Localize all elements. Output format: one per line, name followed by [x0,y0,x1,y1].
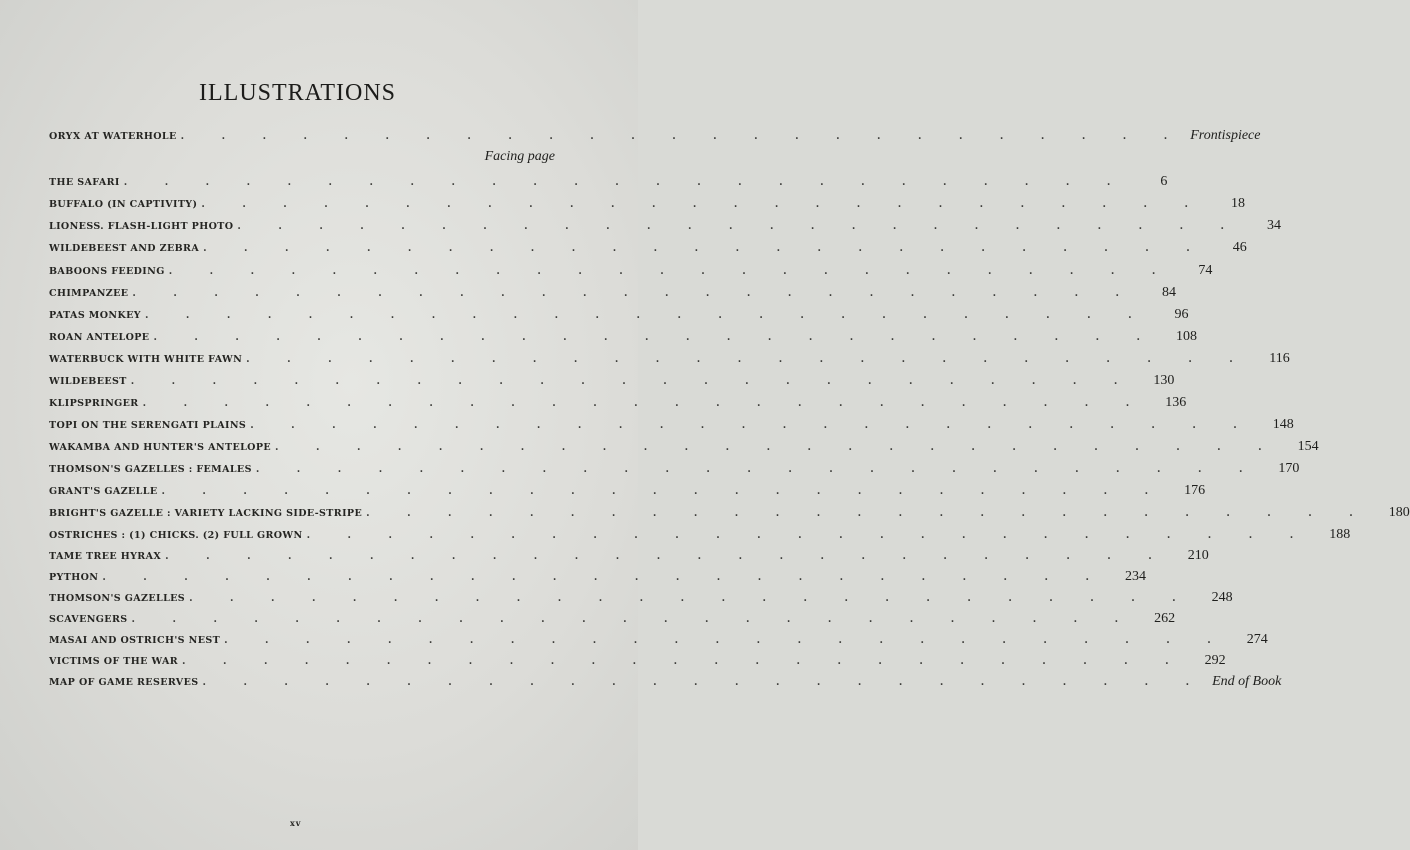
dot-leader: . . . . . . . . . . . . . . . . . . . . . . . . . [182,656,1186,667]
list-item [49,373,1175,393]
dot-leader: . . . . . . . . . . . . . . . . . . . . . . . . . [132,288,1137,299]
dot-leader: . . . . . . . . . . . . . . . . . . . . . . . . . [153,332,1158,343]
list-item [49,351,1290,371]
facing-page-label: Facing page [484,149,555,164]
page-number: 74 [1198,263,1213,278]
list-item [49,461,1300,481]
page-number: 234 [1124,569,1146,584]
dot-leader: . . . . . . . . . . . . . . . . . . . . . . . . . [255,464,1260,475]
dot-leader: . . . . . . . . . . . . . . . . . . . . . . . . . [144,310,1149,321]
list-item [49,174,1168,194]
list-item [49,569,1146,589]
dot-leader: . . . . . . . . . . . . . . . . . . . . . . . . . [123,177,1128,188]
illustration-caption: WILDEBEEST [49,376,127,387]
illustration-caption: SCAVENGERS [49,614,128,625]
list-item [49,483,1206,503]
dot-leader: . . . . . . . . . . . . . . . . . . . . . . . . . [203,243,1207,254]
page-number: 84 [1162,285,1177,300]
illustration-caption: ORYX AT WATERHOLE [49,131,177,142]
page-number: 96 [1174,307,1189,322]
page-number: 6 [1160,174,1168,189]
illustration-caption: WATERBUCK WITH WHITE FAWN [49,354,243,365]
list-item [49,653,1226,673]
dot-leader: . . . . . . . . . . . . . . . . . . . . . . . . . [306,530,1311,541]
illustration-caption: BUFFALO (IN CAPTIVITY) [49,199,198,210]
illustration-caption: BABOONS FEEDING [49,266,165,277]
page-number: 46 [1232,240,1247,255]
dot-leader: . . . . . . . . . . . . . . . . . . . . . . . . . [142,398,1147,409]
dot-leader: . . . . . . . . . . . . . . . . . . . . . . . . . [237,221,1242,232]
list-item [49,307,1189,327]
illustration-caption: MAP OF GAME RESERVES [49,677,199,688]
list-item [49,632,1268,652]
illustration-caption: GRANT'S GAZELLE [49,486,158,497]
list-item [49,674,1282,694]
illustration-caption: CHIMPANZEE [49,288,129,299]
page-number: 210 [1187,548,1209,563]
list-item [49,439,1319,459]
dot-leader: . . . . . . . . . . . . . . . . . . . . . . . . . [130,376,1135,387]
dot-leader: . . . . . . . . . . . . . . . . . . . . . . . . . [165,551,1169,562]
page-number: 130 [1153,373,1175,388]
dot-leader: . . . . . . . . . . . . . . . . . . . . . . . . . [201,199,1205,210]
page-number: 136 [1165,395,1187,410]
list-item [49,590,1233,610]
dot-leader: . . . . . . . . . . . . . . . . . . . . . . . . . [224,635,1228,646]
illustration-caption: THE SAFARI [49,177,120,188]
dot-leader: . . . . . . . . . . . . . . . . . . . . . . . . . [366,508,1370,519]
list-item [49,527,1351,547]
page-number: 176 [1184,483,1206,498]
list-item [49,611,1176,631]
page-number: 154 [1297,439,1319,454]
page-number: 292 [1204,653,1226,668]
illustration-caption: PATAS MONKEY [49,310,141,321]
illustration-caption: ROAN ANTELOPE [49,332,150,343]
dot-leader: . . . . . . . . . . . . . . . . . . . . . . . . . [246,354,1250,365]
page-number: 170 [1278,461,1300,476]
page-number: 188 [1329,527,1351,542]
page-number: 180 [1388,505,1410,520]
illustration-caption: MASAI AND OSTRICH'S NEST [49,635,221,646]
page-number: 108 [1176,329,1198,344]
page-title: ILLUSTRATIONS [199,80,396,106]
list-item [49,548,1209,568]
list-item [49,329,1198,349]
list-item [49,417,1294,437]
illustration-caption: KLIPSPRINGER [49,398,139,409]
list-item [49,395,1187,415]
list-item [49,196,1245,216]
illustration-caption: LIONESS. FLASH-LIGHT PHOTO [49,221,234,232]
page-number: 274 [1246,632,1268,647]
list-item [49,505,1410,525]
dot-leader: . . . . . . . . . . . . . . . . . . . . . . . . . [180,131,1185,142]
dot-leader: . . . . . . . . . . . . . . . . . . . . . . . . . [202,677,1207,688]
dot-leader: . . . . . . . . . . . . . . . . . . . . . . . . . [189,593,1193,604]
illustration-caption: TAME TREE HYRAX [49,551,162,562]
page-number: 262 [1154,611,1176,626]
illustration-caption: WILDEBEEST AND ZEBRA [49,243,200,254]
illustration-caption: PYTHON [49,572,99,583]
dot-leader: . . . . . . . . . . . . . . . . . . . . . . . . . [275,442,1279,453]
page-folio: xv [290,818,302,828]
dot-leader: . . . . . . . . . . . . . . . . . . . . . . . . . [102,572,1106,583]
list-item [49,263,1213,283]
illustration-caption: VICTIMS OF THE WAR [49,656,179,667]
dot-leader: . . . . . . . . . . . . . . . . . . . . . . . . . [161,486,1166,497]
illustration-caption: WAKAMBA AND HUNTER'S ANTELOPE [49,442,272,453]
dot-leader: . . . . . . . . . . . . . . . . . . . . . . . . . [168,266,1173,277]
page-number: 248 [1211,590,1233,605]
list-item [49,218,1282,238]
list-item-frontispiece [49,128,1261,148]
list-item [49,285,1177,305]
page-reference: End of Book [1212,674,1282,689]
page-number: 148 [1272,417,1294,432]
dot-leader: . . . . . . . . . . . . . . . . . . . . . . . . . [131,614,1136,625]
page-number: 18 [1230,196,1245,211]
illustration-caption: TOPI ON THE SERENGATI PLAINS [49,420,247,431]
illustration-caption: THOMSON'S GAZELLES [49,593,186,604]
illustration-caption: BRIGHT'S GAZELLE : VARIETY LACKING SIDE-STRIPE [49,508,363,519]
page-number: 34 [1267,218,1282,233]
dot-leader: . . . . . . . . . . . . . . . . . . . . . . . . . [250,420,1254,431]
illustration-caption: THOMSON'S GAZELLES : FEMALES [49,464,252,475]
page-number: 116 [1269,351,1290,366]
illustration-caption: OSTRICHES : (1) CHICKS. (2) FULL GROWN [49,530,303,541]
list-item [49,240,1247,260]
page-reference: Frontispiece [1190,128,1261,143]
